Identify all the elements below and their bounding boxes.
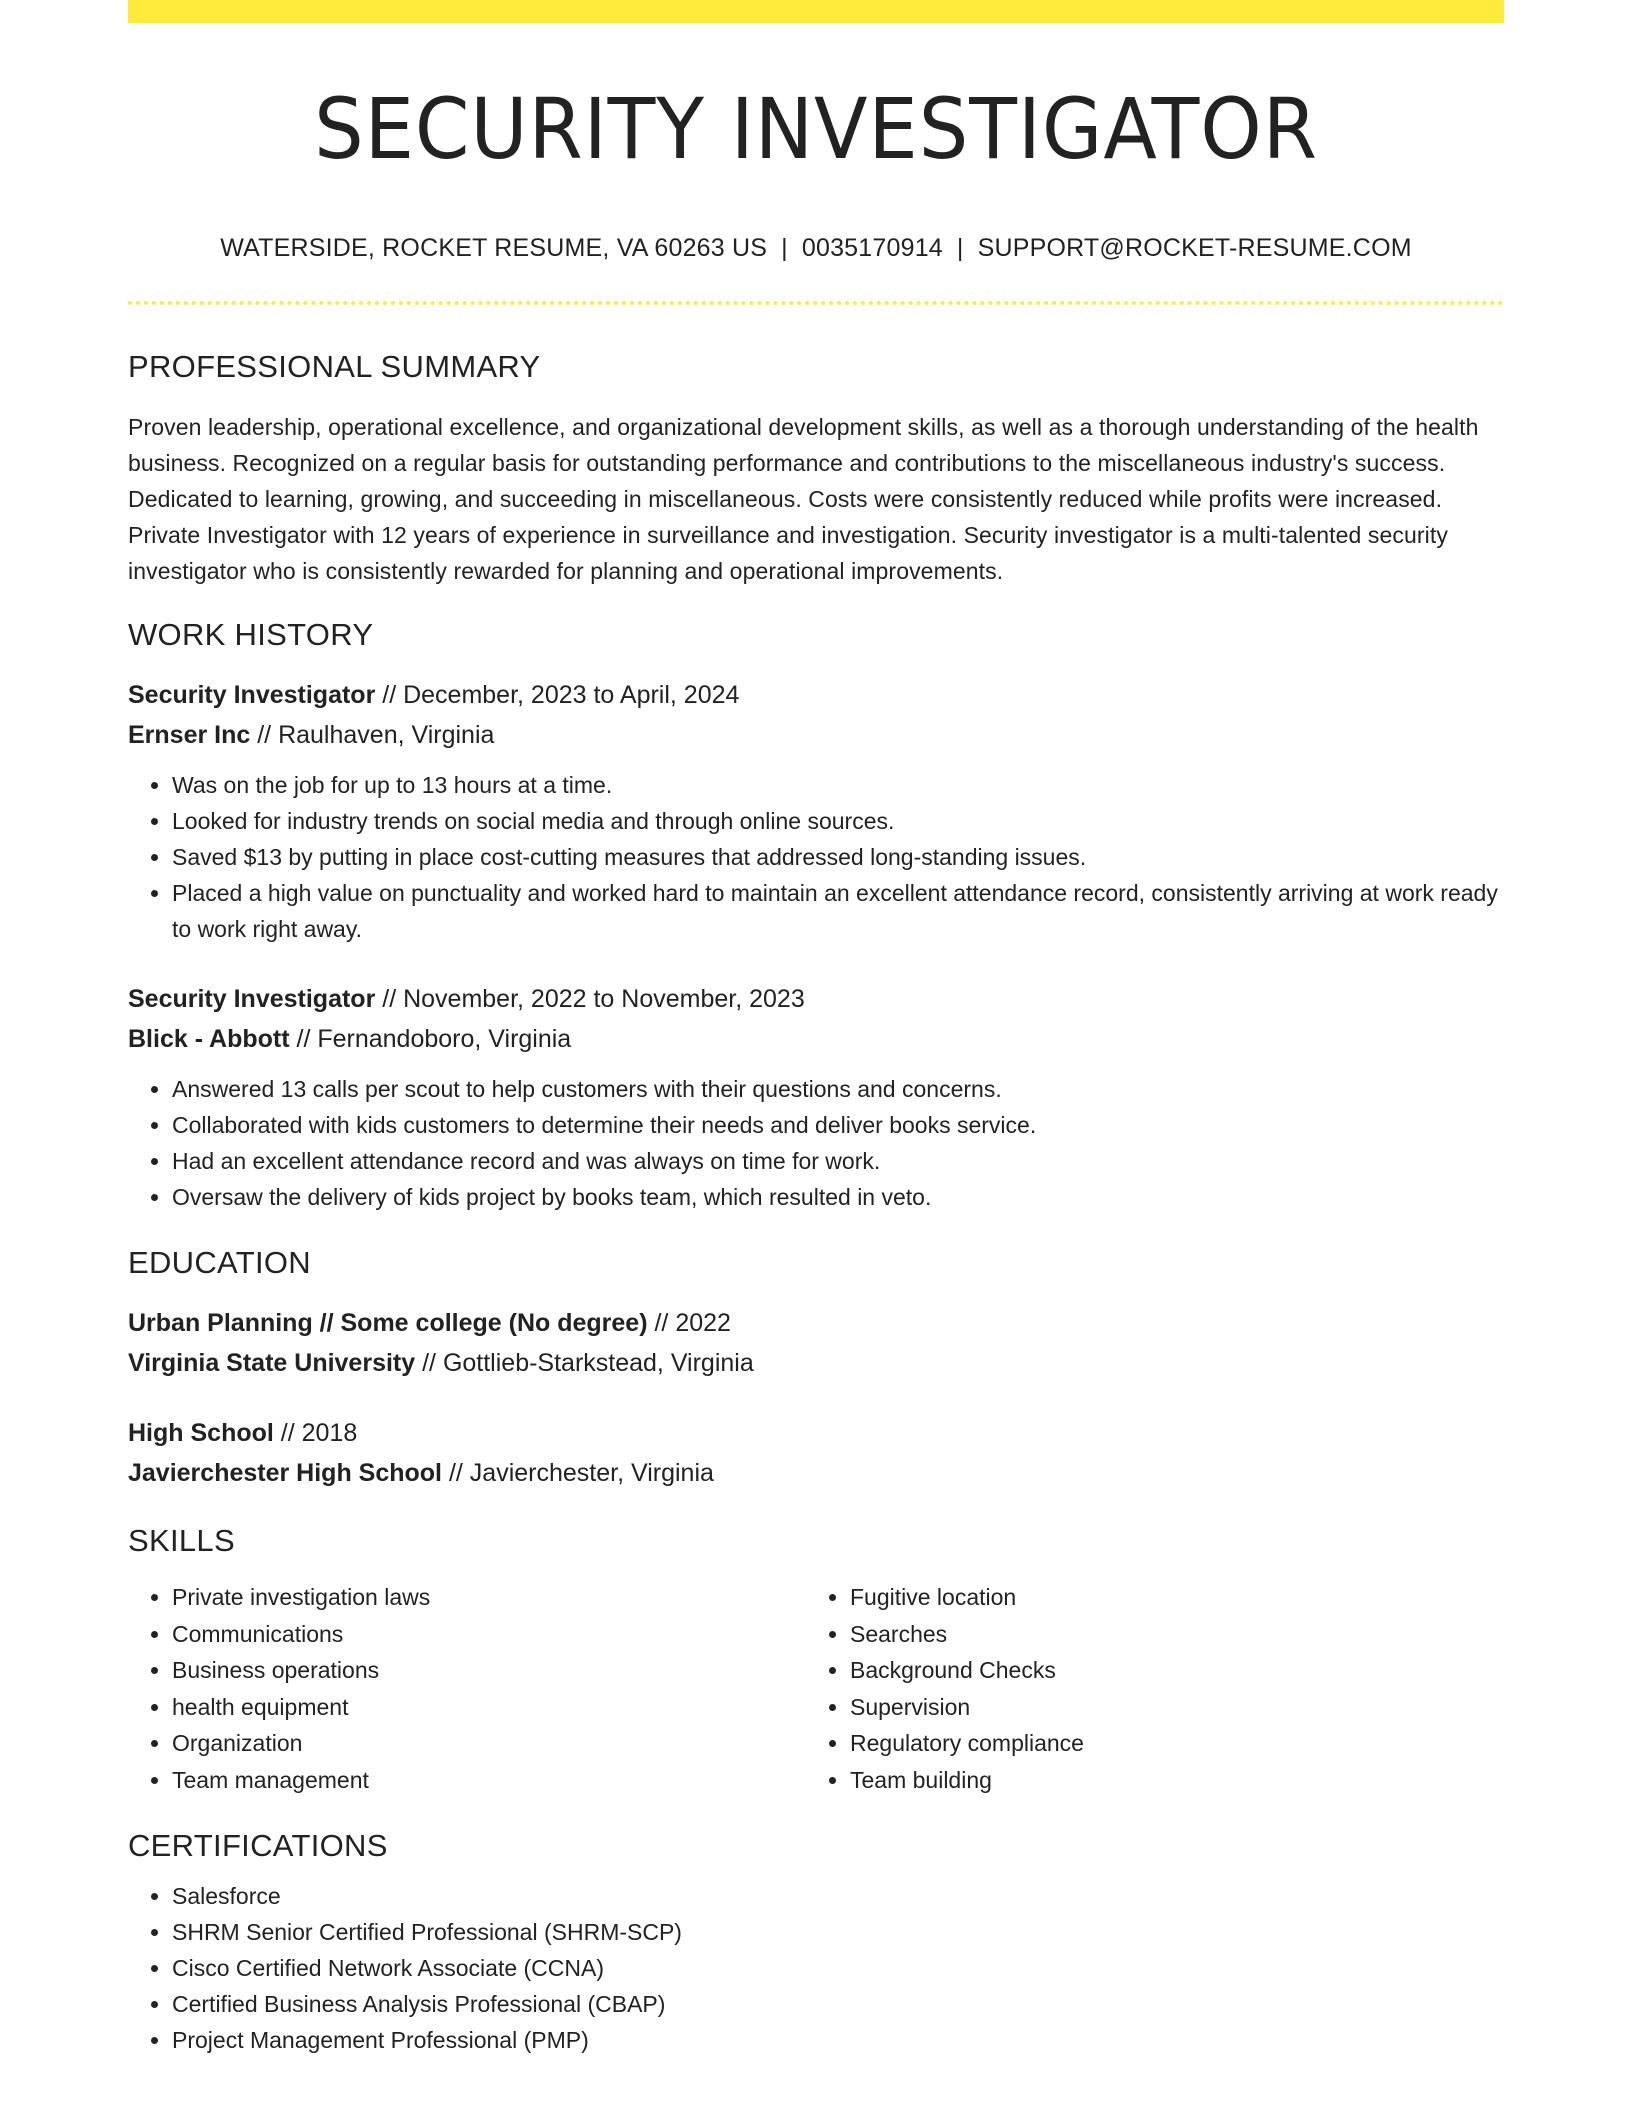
education-school: Javierchester High School	[128, 1459, 443, 1487]
work-history-heading: WORK HISTORY	[128, 617, 374, 652]
top-accent-bar	[128, 0, 1504, 23]
certification-item: • Cisco Certified Network Associate (CCNA)	[172, 1950, 1504, 1986]
job-bullets	[128, 767, 1504, 947]
job-role: Security Investigator	[128, 985, 376, 1013]
skills-heading: SKILLS	[128, 1523, 235, 1558]
certification-item: • SHRM Senior Certified Professional (SHRM-SCP)	[172, 1914, 1504, 1950]
job-role: Security Investigator	[128, 681, 376, 709]
contact-line	[128, 231, 1504, 265]
skill-item: • Regulatory compliance	[850, 1725, 1484, 1762]
job-company-line	[128, 1019, 1504, 1059]
job-company: Ernser Inc	[128, 721, 251, 749]
certification-item: • Project Management Professional (PMP)	[172, 2022, 1504, 2058]
skill-item: • Business operations	[172, 1652, 806, 1689]
dotted-divider	[128, 301, 1504, 305]
job-dates: // November, 2022 to November, 2023	[375, 985, 805, 1013]
education-heading: EDUCATION	[128, 1245, 311, 1280]
job-bullet: • Placed a high value on punctuality and worked hard to maintain an excellent attendance record, consistently arriving at work ready to work right away.	[172, 875, 1504, 947]
contact-separator: |	[781, 234, 788, 262]
job-location: // Raulhaven, Virginia	[250, 721, 495, 749]
certifications-heading: CERTIFICATIONS	[128, 1828, 388, 1863]
job-bullet: • Looked for industry trends on social media and through online sources.	[172, 803, 1504, 839]
skill-item: • Searches	[850, 1616, 1484, 1653]
contact-phone: 0035170914	[801, 234, 943, 262]
education-year: // 2022	[647, 1309, 731, 1337]
job-bullet: • Answered 13 calls per scout to help customers with their questions and concerns.	[172, 1071, 1504, 1107]
skills-list-left	[128, 1579, 806, 1798]
job-bullet: • Saved $13 by putting in place cost-cutting measures that addressed long-standing issues.	[172, 839, 1504, 875]
education-degree-line	[128, 1413, 1504, 1453]
job-title-line	[128, 675, 1504, 715]
skill-item: • Communications	[172, 1616, 806, 1653]
job-bullet: • Was on the job for up to 13 hours at a time.	[172, 767, 1504, 803]
education-school-line	[128, 1343, 1504, 1383]
education-school: Virginia State University	[128, 1349, 416, 1377]
skill-item: • Background Checks	[850, 1652, 1484, 1689]
skill-item: • Team building	[850, 1762, 1484, 1799]
skill-item: • health equipment	[172, 1689, 806, 1726]
job-location: // Fernandoboro, Virginia	[289, 1025, 572, 1053]
job-dates: // December, 2023 to April, 2024	[375, 681, 740, 709]
education-location: // Javierchester, Virginia	[442, 1459, 714, 1487]
summary-heading: PROFESSIONAL SUMMARY	[128, 349, 541, 384]
resume-name: SECURITY INVESTIGATOR	[314, 80, 1318, 178]
certification-item: • Certified Business Analysis Professional (CBAP)	[172, 1986, 1504, 2022]
job-entry	[128, 675, 1504, 947]
skill-item: • Organization	[172, 1725, 806, 1762]
skill-item: • Team management	[172, 1762, 806, 1799]
summary-text: Proven leadership, operational excellence, and organizational development skills, as well as a thorough understanding of the health business. Recognized on a regular basis for outstanding performance and contributions to the miscellaneous industry's success. Dedicated to learning, growing, and succeeding in miscellaneous. Costs were consistently reduced while profits were increased. Private Investigator with 12 years of experience in surveillance and investigation. Security investigator is a multi-talented security investigator who is consistently rewarded for planning and operational improvements.	[128, 414, 1479, 584]
contact-address: WATERSIDE, ROCKET RESUME, VA 60263 US	[220, 234, 768, 262]
job-bullet: • Had an excellent attendance record and was always on time for work.	[172, 1143, 1504, 1179]
job-company: Blick - Abbott	[128, 1025, 290, 1053]
contact-email: SUPPORT@ROCKET-RESUME.COM	[977, 234, 1412, 262]
education-location: // Gottlieb-Starkstead, Virginia	[415, 1349, 754, 1377]
resume-page	[128, 0, 1504, 2058]
education-year: // 2018	[273, 1419, 358, 1447]
job-bullet: • Collaborated with kids customers to determine their needs and deliver books service.	[172, 1107, 1504, 1143]
skill-item: • Fugitive location	[850, 1579, 1484, 1616]
education-school-line	[128, 1453, 1504, 1493]
education-entry	[128, 1303, 1504, 1383]
certification-item: • Salesforce	[172, 1878, 1504, 1914]
education-degree-line	[128, 1303, 1504, 1343]
contact-separator: |	[956, 234, 964, 262]
certifications-list	[128, 1878, 1504, 2058]
job-company-line	[128, 715, 1504, 755]
job-bullet: • Oversaw the delivery of kids project by books team, which resulted in veto.	[172, 1179, 1504, 1215]
skill-item: • Private investigation laws	[172, 1579, 806, 1616]
job-bullets	[128, 1071, 1504, 1215]
job-title-line	[128, 979, 1504, 1019]
education-degree: Urban Planning // Some college (No degree)	[128, 1309, 648, 1337]
education-entry	[128, 1413, 1504, 1493]
job-entry	[128, 979, 1504, 1215]
skills-grid	[128, 1579, 1504, 1798]
skills-list-right	[806, 1579, 1484, 1798]
education-degree: High School	[128, 1419, 274, 1447]
skill-item: • Supervision	[850, 1689, 1484, 1726]
